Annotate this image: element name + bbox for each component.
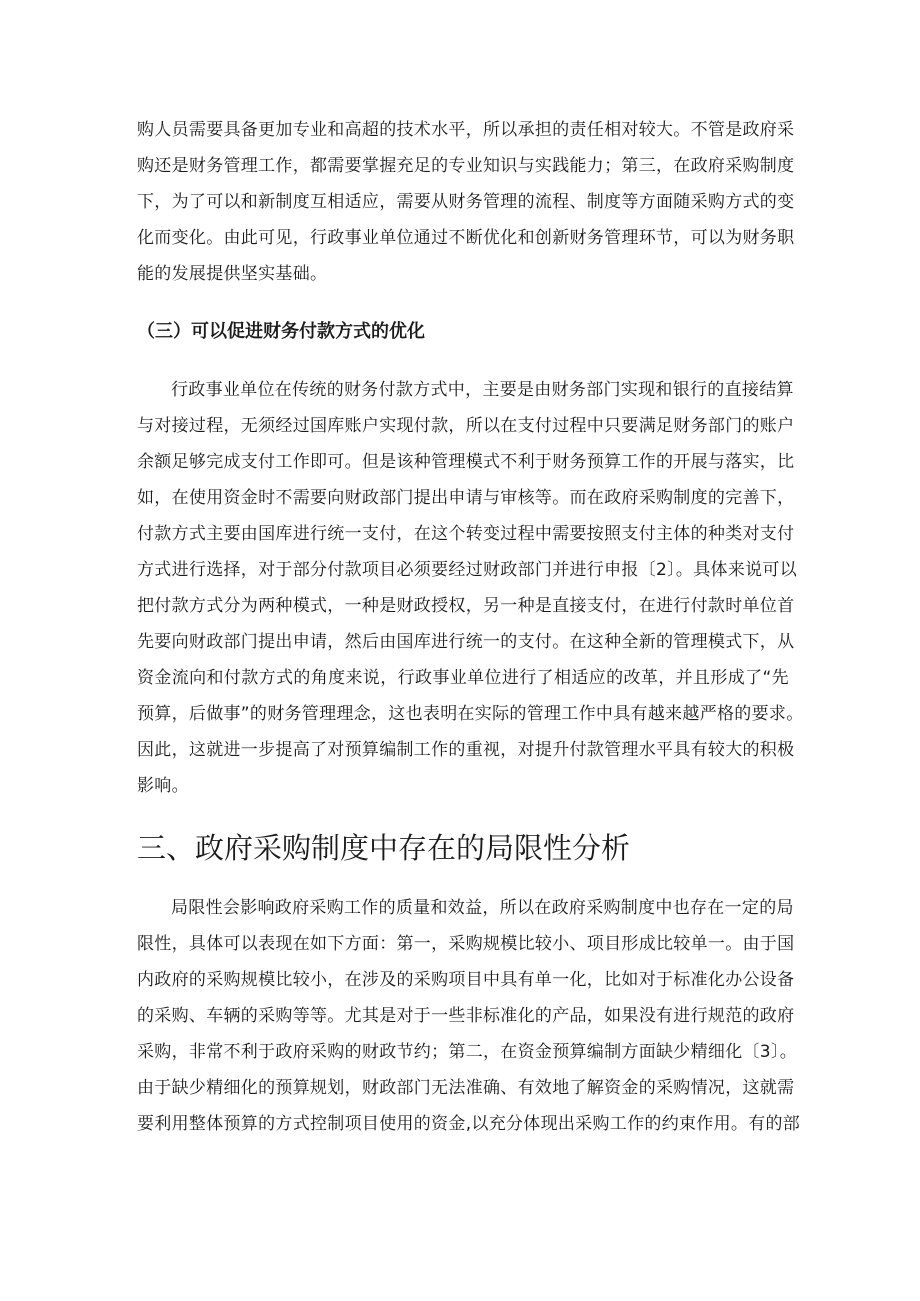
text-line: 的采购、车辆的采购等等。尤其是对于一些非标准化的产品，如果没有进行规范的政府 [137, 1006, 795, 1026]
text-line: 付款方式主要由国库进行统一支付，在这个转变过程中需要按照支付主体的种类对支付 [137, 524, 795, 544]
text-line: 要利用整体预算的方式控制项目使用的资金,以充分体现出采购工作的约束作用。有的部 [137, 1114, 801, 1134]
text-line: 由于缺少精细化的预算规划，财政部门无法准确、有效地了解资金的采购情况，这就需 [137, 1078, 795, 1098]
text-line: 能的发展提供坚实基础。 [137, 264, 328, 284]
text-line: 预算，后做事”的财务管理理念，这也表明在实际的管理工作中具有越来越严格的要求。 [137, 704, 804, 724]
paragraph-continued [137, 112, 795, 292]
text-line: 如，在使用资金时不需要向财政部门提出申请与审核等。而在政府采购制度的完善下， [137, 488, 795, 508]
text-line: 限性，具体可以表现在如下方面：第一，采购规模比较小、项目形成比较单一。由于国 [137, 934, 795, 954]
paragraph-limitations [137, 890, 801, 1142]
text-line: 把付款方式分为两种模式，一种是财政授权，另一种是直接支付，在进行付款时单位首 [137, 596, 795, 616]
text-line: 先要向财政部门提出申请，然后由国库进行统一的支付。在这种全新的管理模式下，从 [137, 632, 795, 652]
document-page [137, 112, 804, 1142]
text-line: 余额足够完成支付工作即可。但是该种管理模式不利于财务预算工作的开展与落实，比 [137, 452, 795, 472]
text-line: 资金流向和付款方式的角度来说，行政事业单位进行了相适应的改革，并且形成了“先 [137, 668, 789, 688]
text-line: 化而变化。由此可见，行政事业单位通过不断优化和创新财务管理环节，可以为财务职 [137, 228, 795, 248]
text-line: 下，为了可以和新制度互相适应，需要从财务管理的流程、制度等方面随采购方式的变 [137, 192, 795, 212]
text-line: 影响。 [137, 776, 189, 796]
text-line: 因此，这就进一步提高了对预算编制工作的重视，对提升付款管理水平具有较大的积极 [137, 740, 795, 760]
text-line: 内政府的采购规模比较小，在涉及的采购项目中具有单一化，比如对于标准化办公设备 [137, 970, 795, 990]
paragraph-payment-optimization [137, 372, 804, 804]
text-line: 局限性会影响政府采购工作的质量和效益，所以在政府采购制度中也存在一定的局 [171, 898, 794, 918]
text-line: 行政事业单位在传统的财务付款方式中，主要是由财务部门实现和银行的直接结算 [171, 380, 794, 400]
text-line: 购人员需要具备更加专业和高超的技术水平，所以承担的责任相对较大。不管是政府采 [137, 120, 795, 140]
text-line: 采购，非常不利于政府采购的财政节约；第二，在资金预算编制方面缺少精细化〔3〕。 [137, 1042, 798, 1062]
subsection-heading: （三）可以促进财务付款方式的优化 [137, 321, 425, 342]
text-line: 与对接过程，无须经过国库账户实现付款，所以在支付过程中只要满足财务部门的账户 [137, 416, 795, 436]
section-heading: 三、政府采购制度中存在的局限性分析 [137, 831, 631, 865]
text-line: 购还是财务管理工作，都需要掌握充足的专业知识与实践能力；第三，在政府采购制度 [137, 156, 795, 176]
text-line: 方式进行选择，对于部分付款项目必须要经过财政部门并进行申报〔2〕。具体来说可以 [137, 560, 798, 580]
